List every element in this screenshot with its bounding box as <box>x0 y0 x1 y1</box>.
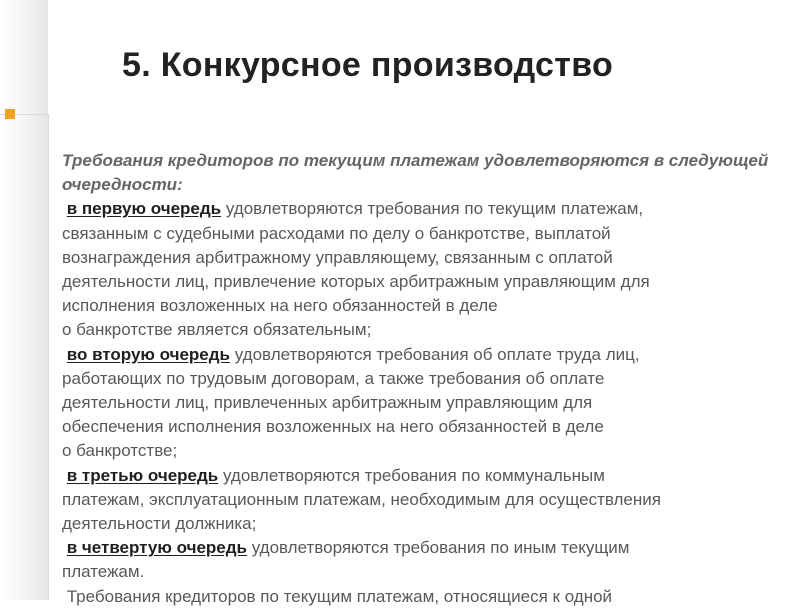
item-keyword: в четвертую очередь <box>66 538 247 558</box>
slide-body <box>62 149 784 609</box>
item-text: платежам. <box>62 562 145 582</box>
item-keyword: в третью очередь <box>66 465 219 485</box>
item-text: удовлетворяются требования по текущим платежам, <box>225 199 644 219</box>
left-vertical-rule <box>48 114 49 600</box>
item-keyword: во вторую очередь <box>66 344 231 364</box>
item-text: платежам, эксплуатационным платежам, необходимым для осуществления <box>62 489 661 509</box>
item-text: удовлетворяются требования об оплате труда лиц, <box>234 344 640 364</box>
trailing-text <box>62 585 784 609</box>
priority-item-3 <box>62 464 784 537</box>
item-keyword: в первую очередь <box>66 199 222 219</box>
item-text: о банкротстве; <box>62 441 178 461</box>
item-text: о банкротстве является обязательным; <box>62 320 372 340</box>
item-text: работающих по трудовым договорам, а также требования об оплате <box>62 368 605 388</box>
slide-title: 5. Конкурсное производство <box>122 46 614 84</box>
item-text: связанным с судебными расходами по делу о банкротстве, выплатой <box>62 223 611 243</box>
item-text: деятельности должника; <box>62 514 257 534</box>
orange-accent-square <box>5 109 15 119</box>
item-line <box>62 464 784 488</box>
item-text: исполнения возложенных на него обязанностей в деле <box>62 296 498 316</box>
intro-text: Требования кредиторов по текущим платежам удовлетворяются в следующей очередности: <box>62 151 769 195</box>
item-text: удовлетворяются требования по иным текущим <box>251 538 630 558</box>
item-line <box>62 343 784 367</box>
item-line <box>62 536 784 560</box>
item-text: удовлетворяются требования по коммунальным <box>222 465 605 485</box>
priority-item-4 <box>62 536 784 584</box>
item-text: обеспечения исполнения возложенных на него обязанностей в деле <box>62 417 604 437</box>
left-margin-shade <box>0 0 48 600</box>
priority-item-1 <box>62 197 784 342</box>
item-text: деятельности лиц, привлеченных арбитражным управляющим для <box>62 393 593 413</box>
priority-item-2 <box>62 343 784 464</box>
item-text: вознаграждения арбитражному управляющему, связанным с оплатой <box>62 247 613 267</box>
trailing-line: Требования кредиторов по текущим платежам, относящиеся к одной <box>66 586 613 606</box>
item-text: деятельности лиц, привлечение которых арбитражным управляющим для <box>62 272 650 292</box>
item-line <box>62 197 784 221</box>
